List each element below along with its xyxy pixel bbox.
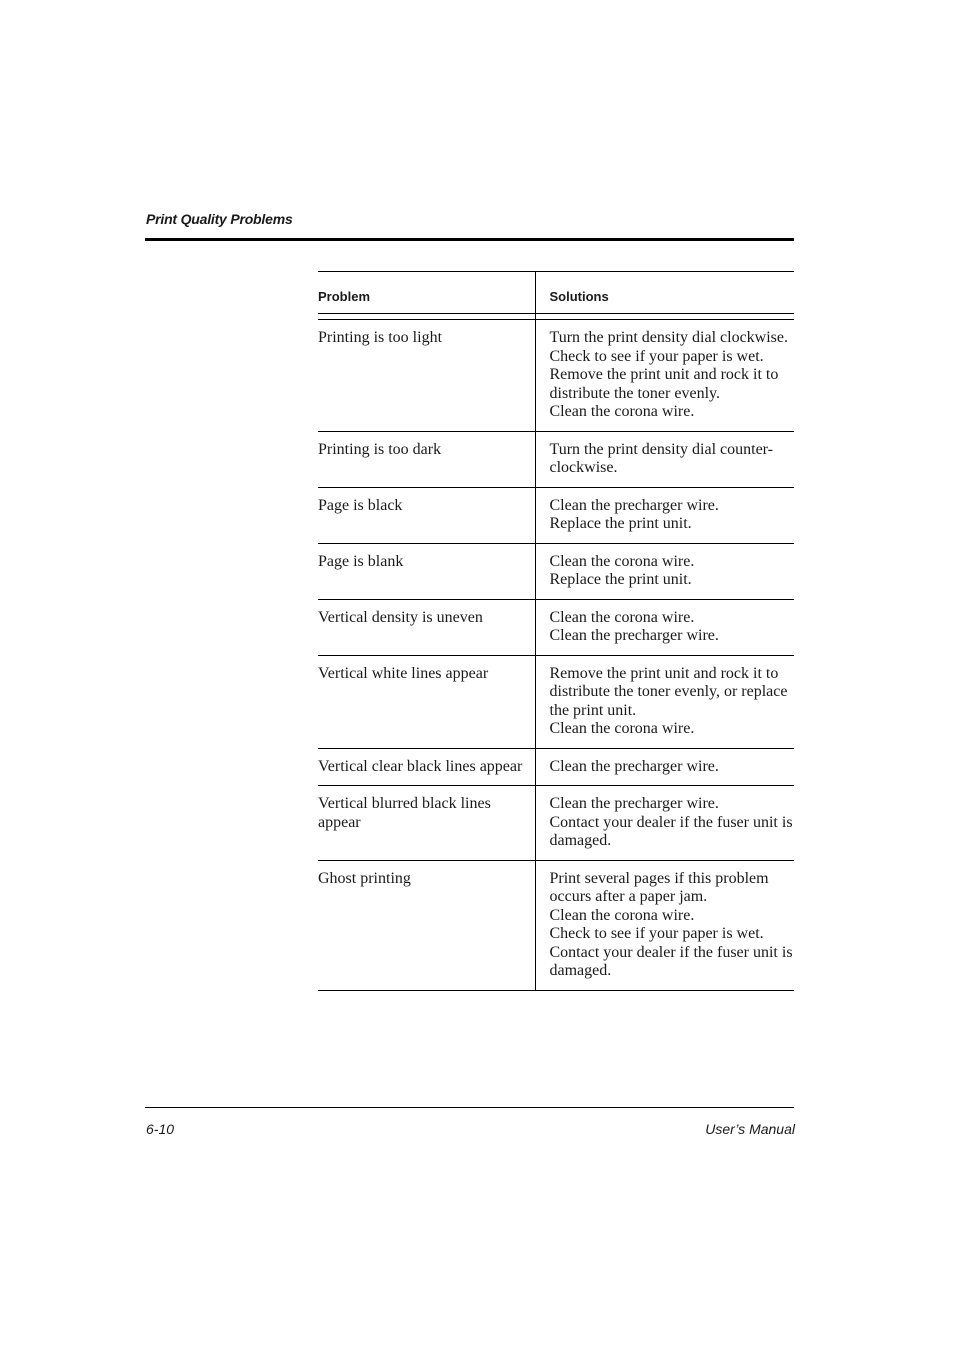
page-number: 6-10 — [146, 1121, 175, 1137]
table-header-row — [318, 272, 794, 314]
problem-cell: Page is black — [318, 487, 535, 543]
section-title: Print Quality Problems — [146, 211, 293, 227]
problem-cell: Vertical clear black lines appear — [318, 748, 535, 786]
solutions-cell — [535, 748, 794, 786]
solutions-cell — [535, 655, 794, 748]
solution-item: Clean the corona wire. — [549, 403, 695, 420]
table-row — [318, 860, 794, 990]
solution-item: Clean the corona wire. — [549, 608, 695, 626]
solution-item: Contact your dealer if the fuser unit is damaged. — [549, 813, 793, 849]
problem-cell: Page is blank — [318, 543, 535, 599]
solution-item: Clean the corona wire. — [549, 720, 695, 737]
table-row — [318, 599, 794, 655]
manual-title: User’s Manual — [705, 1121, 795, 1137]
solution-item: Clean the precharger wire. — [549, 627, 719, 644]
problem-column-header: Problem — [318, 272, 535, 314]
solution-item: Replace the print unit. — [549, 515, 692, 532]
problem-cell: Vertical white lines appear — [318, 655, 535, 748]
solution-item: Check to see if your paper is wet. — [549, 347, 764, 365]
header-rule — [145, 238, 794, 241]
solution-item: Check to see if your paper is wet. — [549, 925, 764, 942]
solutions-cell — [535, 487, 794, 543]
solution-item: Clean the precharger wire. — [549, 496, 719, 514]
table-row — [318, 786, 794, 861]
solutions-cell — [535, 320, 794, 432]
solution-item: Clean the precharger wire. — [549, 795, 719, 812]
solution-item: Clean the corona wire. — [549, 906, 695, 924]
solution-item: Turn the print density dial clockwise. — [549, 329, 788, 346]
solution-item: Clean the corona wire. — [549, 552, 695, 570]
table-row — [318, 320, 794, 432]
solutions-cell — [535, 543, 794, 599]
solution-item: Print several pages if this problem occurs after a paper jam. — [549, 869, 769, 905]
solution-item: Replace the print unit. — [549, 571, 692, 588]
table-row — [318, 543, 794, 599]
problem-cell: Printing is too light — [318, 320, 535, 432]
solutions-column-header: Solutions — [535, 272, 794, 314]
table-row — [318, 431, 794, 487]
solution-item: Remove the print unit and rock it to distribute the toner evenly. — [549, 366, 779, 402]
table-row — [318, 487, 794, 543]
problem-cell: Vertical density is uneven — [318, 599, 535, 655]
problem-cell: Printing is too dark — [318, 431, 535, 487]
problem-cell: Ghost printing — [318, 860, 535, 990]
solutions-cell — [535, 599, 794, 655]
troubleshooting-table-container — [318, 271, 794, 991]
solution-item: Remove the print unit and rock it to distribute the toner evenly, or replace the print unit. — [549, 664, 788, 719]
table-body — [318, 320, 794, 991]
problem-cell: Vertical blurred black lines appear — [318, 786, 535, 861]
solutions-cell — [535, 860, 794, 990]
solutions-cell — [535, 786, 794, 861]
solution-item: Clean the precharger wire. — [549, 757, 719, 775]
troubleshooting-table — [318, 271, 794, 991]
table-row — [318, 748, 794, 786]
table-row — [318, 655, 794, 748]
footer-rule — [145, 1107, 794, 1108]
solutions-cell — [535, 431, 794, 487]
solution-item: Turn the print density dial counter-clockwise. — [549, 440, 773, 476]
solution-item: Contact your dealer if the fuser unit is damaged. — [549, 943, 793, 979]
